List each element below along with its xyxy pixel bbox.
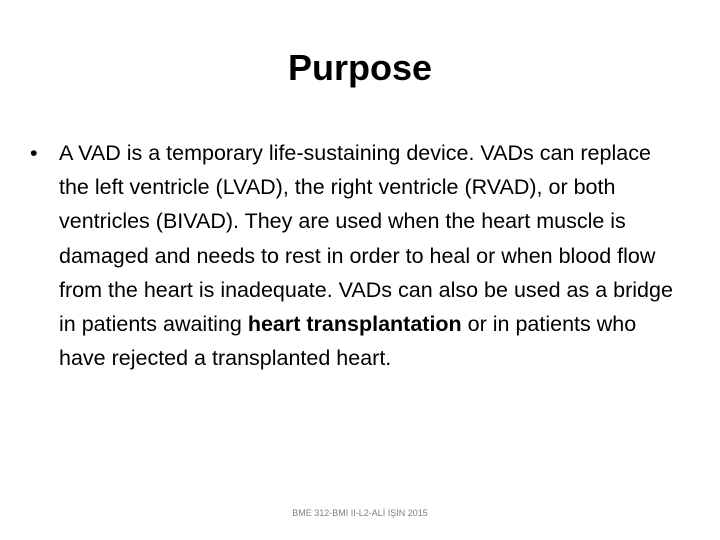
slide-footer: BME 312-BMI II-L2-ALİ IŞIN 2015	[292, 508, 428, 518]
bullet-text-start: A VAD is a temporary life-sustaining device. VADs can replace the left ventricle (LVAD), the right ventricle (RVAD), or both ventricles (BIVAD). They are used when the heart muscle is damaged and needs to rest in order to heal or when blood flow from the heart is inadequate. VADs can also be used as a bridge in patients awaiting	[59, 141, 673, 337]
bullet-item	[30, 136, 680, 375]
bullet-dot-icon: •	[30, 141, 38, 165]
slide-title: Purpose	[287, 47, 433, 88]
bullet-text-end: or in patients who have rejected a transplanted heart.	[59, 312, 637, 371]
bullet-text-bold: heart transplantation	[247, 312, 462, 337]
bullet-text	[59, 136, 680, 375]
slide-body	[30, 136, 680, 375]
